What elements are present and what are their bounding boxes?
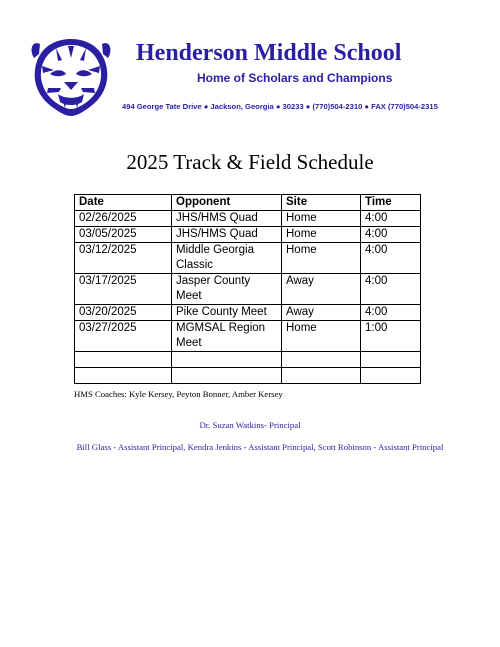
table-header-row [75,195,421,211]
header-site: Site [282,195,361,211]
cell-site: Away [282,305,361,321]
cell-date [75,352,172,368]
cell-site: Home [282,321,361,352]
cell-time [361,368,421,384]
cell-opponent [172,352,282,368]
tiger-head-icon [28,36,114,118]
school-tagline: Home of Scholars and Champions [197,71,393,85]
cell-time: 4:00 [361,211,421,227]
table-row [75,227,421,243]
cell-opponent: MGMSAL Region Meet [172,321,282,352]
cell-site: Home [282,211,361,227]
table-row [75,321,421,352]
cell-date: 03/17/2025 [75,274,172,305]
coaches-line: HMS Coaches: Kyle Kersey, Peyton Bonner, Amber Kersey [74,389,283,399]
cell-date: 02/26/2025 [75,211,172,227]
table-row [75,243,421,274]
cell-site: Home [282,227,361,243]
cell-opponent: Middle Georgia Classic [172,243,282,274]
cell-site: Away [282,274,361,305]
table-row-empty [75,368,421,384]
table-row [75,305,421,321]
header-opponent: Opponent [172,195,282,211]
cell-site: Home [282,243,361,274]
cell-time: 4:00 [361,243,421,274]
cell-opponent: JHS/HMS Quad [172,211,282,227]
cell-time: 4:00 [361,274,421,305]
header-date: Date [75,195,172,211]
cell-site [282,352,361,368]
table-row-empty [75,352,421,368]
school-address: 494 George Tate Drive ● Jackson, Georgia ● 30233 ● (770)504-2310 ● FAX (770)504-2315 [122,102,438,111]
cell-time: 1:00 [361,321,421,352]
cell-date: 03/05/2025 [75,227,172,243]
cell-date [75,368,172,384]
cell-date: 03/20/2025 [75,305,172,321]
cell-site [282,368,361,384]
table-row [75,211,421,227]
cell-time: 4:00 [361,305,421,321]
cell-date: 03/27/2025 [75,321,172,352]
schedule-table [74,194,421,384]
cell-date: 03/12/2025 [75,243,172,274]
cell-opponent: Pike County Meet [172,305,282,321]
principal-line: Dr. Suzan Watkins- Principal [199,420,301,430]
assistant-principals-line: Bill Glass - Assistant Principal, Kendra Jenkins - Assistant Principal, Scott Robinson - Assistant Principal [76,442,444,452]
cell-time [361,352,421,368]
cell-opponent: Jasper County Meet [172,274,282,305]
table-row [75,274,421,305]
cell-opponent [172,368,282,384]
cell-opponent: JHS/HMS Quad [172,227,282,243]
cell-time: 4:00 [361,227,421,243]
document-title: 2025 Track & Field Schedule [126,150,374,174]
school-name: Henderson Middle School [136,40,402,66]
header-time: Time [361,195,421,211]
